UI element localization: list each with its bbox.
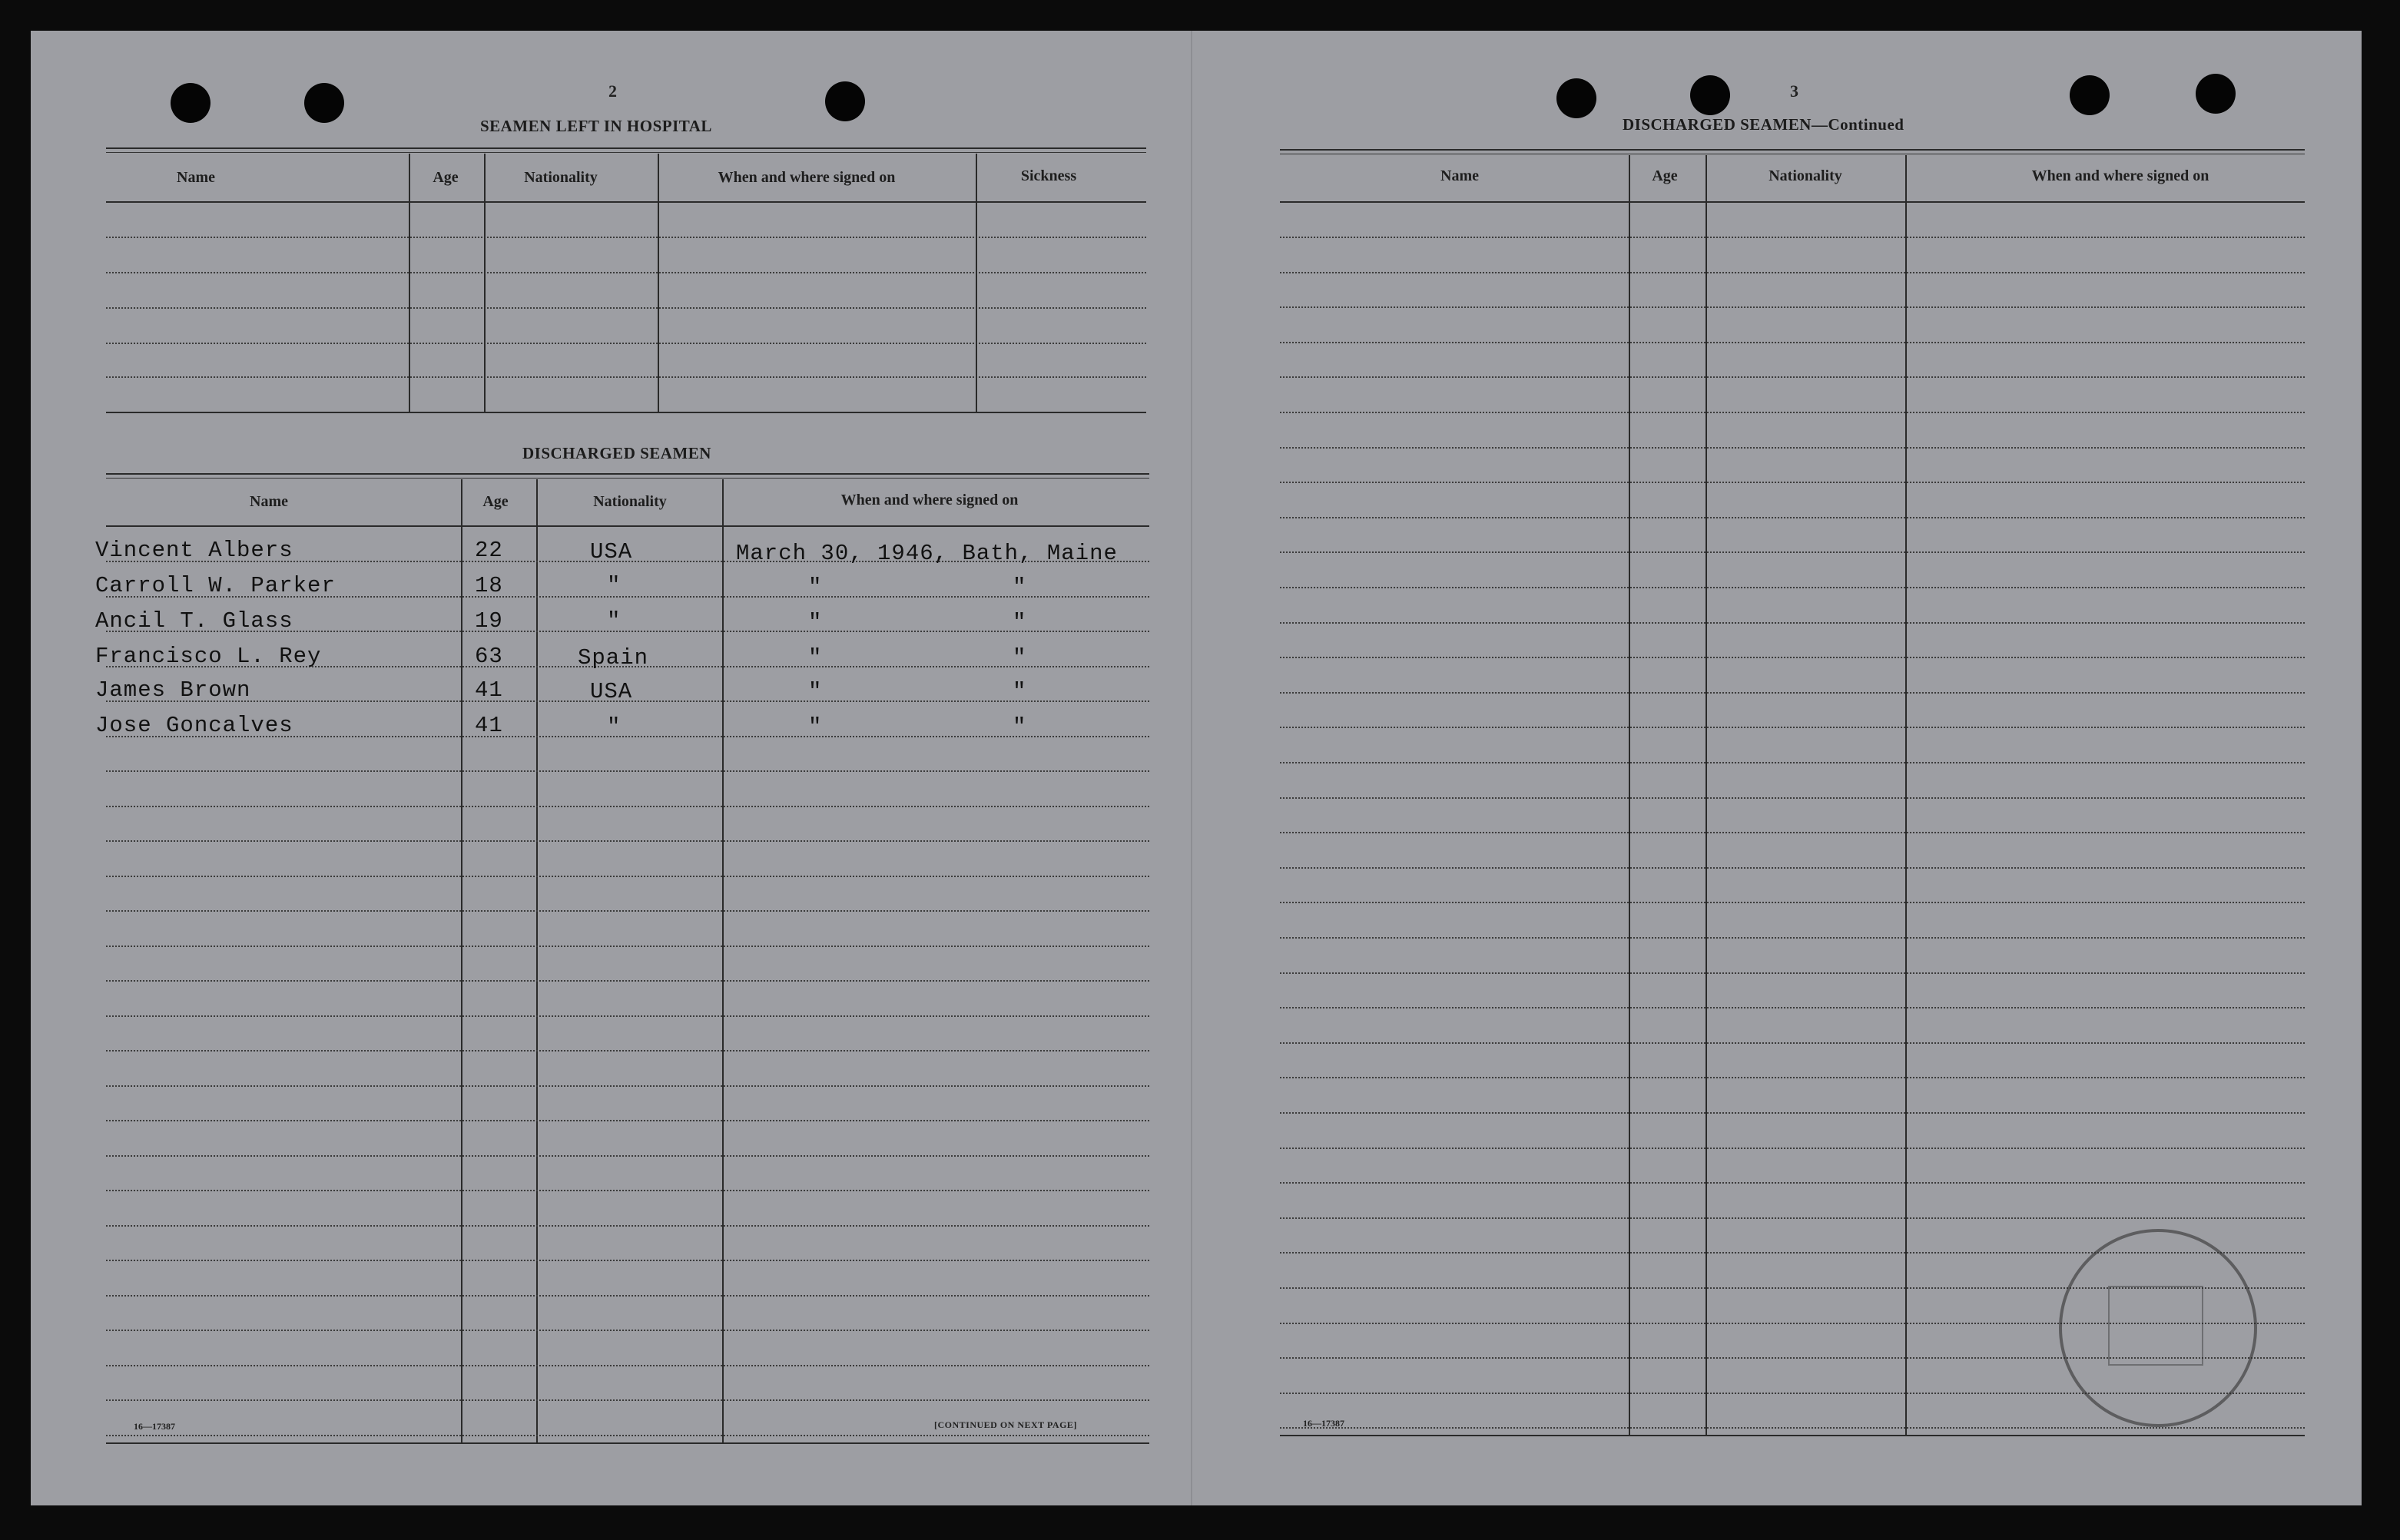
ruled-line <box>106 840 1149 842</box>
seaman-name: Carroll W. Parker <box>95 573 336 598</box>
hospital-header-sickness: Sickness <box>1020 167 1077 184</box>
hospital-header-name: Name <box>177 169 215 186</box>
stamp-inner-box <box>2108 1286 2203 1366</box>
seaman-age: 22 <box>475 538 503 563</box>
ruled-line <box>1280 902 2305 903</box>
ruled-line <box>106 1435 1149 1436</box>
seaman-nationality: " <box>607 714 622 740</box>
seaman-age: 18 <box>475 573 503 598</box>
seaman-name: Francisco L. Rey <box>95 644 322 669</box>
ruled-line <box>1280 1182 2305 1184</box>
ruled-line <box>106 806 1149 807</box>
seaman-nationality: USA <box>590 679 633 704</box>
seaman-age: 63 <box>475 644 503 669</box>
seaman-name: Jose Goncalves <box>95 713 293 738</box>
right-header-rule <box>1280 201 2305 203</box>
punch-hole <box>1690 75 1730 115</box>
discharged-col-divider <box>461 479 462 1442</box>
ruled-line <box>1280 306 2305 308</box>
punch-hole <box>171 83 210 123</box>
punch-hole <box>2070 75 2110 115</box>
discharged-top-rule <box>106 473 1149 475</box>
ruled-line <box>1280 762 2305 763</box>
ditto-date: " <box>808 679 823 704</box>
punch-hole <box>304 83 344 123</box>
ditto-date: " <box>808 610 823 635</box>
ruled-line <box>106 1225 1149 1227</box>
ruled-line <box>106 1015 1149 1017</box>
ruled-line <box>106 1190 1149 1191</box>
ruled-line <box>1280 727 2305 728</box>
hospital-col-divider <box>658 154 659 413</box>
discharged-col-divider <box>536 479 538 1442</box>
ruled-line <box>1280 1148 2305 1149</box>
discharged-header-nationality: Nationality <box>593 493 667 510</box>
hospital-row-line <box>106 307 1146 309</box>
ruled-line <box>1280 972 2305 974</box>
right-header-name: Name <box>1440 167 1479 184</box>
hospital-header-rule <box>106 201 1146 203</box>
right-section-title-suffix: —Continued <box>1811 115 1904 134</box>
hospital-section-title: SEAMEN LEFT IN HOSPITAL <box>480 117 712 135</box>
ruled-line <box>106 1365 1149 1366</box>
page-number-right: 3 <box>1790 81 1798 101</box>
ruled-line <box>106 1085 1149 1087</box>
ruled-line <box>1280 937 2305 939</box>
ruled-line <box>1280 622 2305 624</box>
right-col-divider <box>1629 155 1630 1435</box>
punch-hole <box>2196 74 2236 114</box>
ditto-place: " <box>1013 575 1027 600</box>
seaman-name: Vincent Albers <box>95 538 293 563</box>
hospital-col-divider <box>409 154 410 413</box>
seaman-name: Ancil T. Glass <box>95 608 293 634</box>
right-section-title <box>1623 115 1904 134</box>
ruled-line <box>1280 551 2305 553</box>
ruled-line <box>106 1260 1149 1261</box>
ruled-line <box>1280 482 2305 483</box>
ruled-line <box>106 876 1149 877</box>
ruled-line <box>1280 867 2305 869</box>
ditto-place: " <box>1013 645 1027 671</box>
discharged-header-name: Name <box>250 493 288 510</box>
seaman-nationality: Spain <box>578 645 649 671</box>
ruled-line <box>106 946 1149 947</box>
ruled-line <box>1280 517 2305 518</box>
hospital-row-line <box>106 376 1146 378</box>
ditto-date: " <box>808 645 823 671</box>
ruled-line <box>106 1050 1149 1052</box>
ruled-line <box>106 980 1149 982</box>
ruled-line <box>1280 1077 2305 1078</box>
discharged-bottom-rule <box>106 1442 1149 1444</box>
right-section-title-main: DISCHARGED SEAMEN <box>1623 115 1812 134</box>
punch-hole <box>825 81 865 121</box>
ruled-line <box>1280 272 2305 273</box>
ruled-line <box>1280 237 2305 238</box>
hospital-row-line <box>106 237 1146 238</box>
hospital-col-divider <box>484 154 486 413</box>
ditto-place: " <box>1013 610 1027 635</box>
discharged-header-age: Age <box>482 493 509 510</box>
ruled-line <box>106 1295 1149 1297</box>
ruled-line <box>1280 1427 2305 1429</box>
right-header-nationality: Nationality <box>1769 167 1842 184</box>
document-sheet <box>31 31 2362 1505</box>
hospital-header-signed-on: When and where signed on <box>718 169 896 186</box>
form-code-right: 16—17387 <box>1303 1418 1344 1429</box>
hospital-col-divider <box>976 154 977 413</box>
ruled-line <box>1280 342 2305 343</box>
hospital-header-nationality: Nationality <box>524 169 598 186</box>
punch-hole <box>1556 78 1596 118</box>
ditto-place: " <box>1013 679 1027 704</box>
ruled-line <box>1280 1217 2305 1219</box>
seaman-nationality: " <box>607 608 622 634</box>
ditto-place: " <box>1013 714 1027 740</box>
ruled-line <box>1280 832 2305 833</box>
seaman-nationality: USA <box>590 539 633 565</box>
right-bottom-rule <box>1280 1435 2305 1436</box>
ruled-line <box>106 1330 1149 1331</box>
ruled-line <box>1280 1112 2305 1114</box>
ruled-line <box>1280 447 2305 449</box>
seaman-signed-on: March 30, 1946, Bath, Maine <box>736 541 1118 566</box>
form-code-left: 16—17387 <box>134 1421 175 1432</box>
ruled-line <box>1280 412 2305 413</box>
ruled-line <box>106 1155 1149 1157</box>
continued-note: [CONTINUED ON NEXT PAGE] <box>934 1419 1077 1430</box>
discharged-section-title: DISCHARGED SEAMEN <box>522 444 711 462</box>
hospital-top-rule-2 <box>106 152 1146 153</box>
ruled-line <box>1280 1042 2305 1044</box>
discharged-header-signed-on: When and where signed on <box>840 492 1019 508</box>
ruled-line <box>106 1399 1149 1401</box>
ruled-line <box>1280 797 2305 799</box>
discharged-top-rule-2 <box>106 478 1149 479</box>
ruled-line <box>1280 1007 2305 1008</box>
ruled-line <box>1280 587 2305 588</box>
discharged-col-divider <box>722 479 724 1442</box>
circular-stamp <box>2059 1229 2257 1427</box>
ruled-line <box>1280 657 2305 658</box>
hospital-top-rule <box>106 147 1146 149</box>
ditto-date: " <box>808 714 823 740</box>
seaman-age: 41 <box>475 677 503 703</box>
page-number-left: 2 <box>608 81 617 101</box>
hospital-bottom-rule <box>106 412 1146 413</box>
right-col-divider <box>1905 155 1907 1435</box>
right-header-age: Age <box>1652 167 1678 184</box>
hospital-row-line <box>106 343 1146 344</box>
ditto-date: " <box>808 575 823 600</box>
right-header-signed-on: When and where signed on <box>2031 167 2209 184</box>
seaman-name: James Brown <box>95 677 251 703</box>
seaman-age: 41 <box>475 713 503 738</box>
seaman-nationality: " <box>607 573 622 598</box>
ruled-line <box>106 910 1149 912</box>
ruled-line <box>106 1120 1149 1121</box>
right-col-divider <box>1706 155 1707 1435</box>
ruled-line <box>1280 376 2305 378</box>
discharged-header-rule <box>106 525 1149 527</box>
hospital-header-age: Age <box>433 169 459 186</box>
ruled-line <box>1280 692 2305 694</box>
hospital-row-line <box>106 272 1146 273</box>
ruled-line <box>106 770 1149 772</box>
seaman-age: 19 <box>475 608 503 634</box>
center-fold <box>1191 31 1192 1505</box>
right-top-rule <box>1280 149 2305 151</box>
